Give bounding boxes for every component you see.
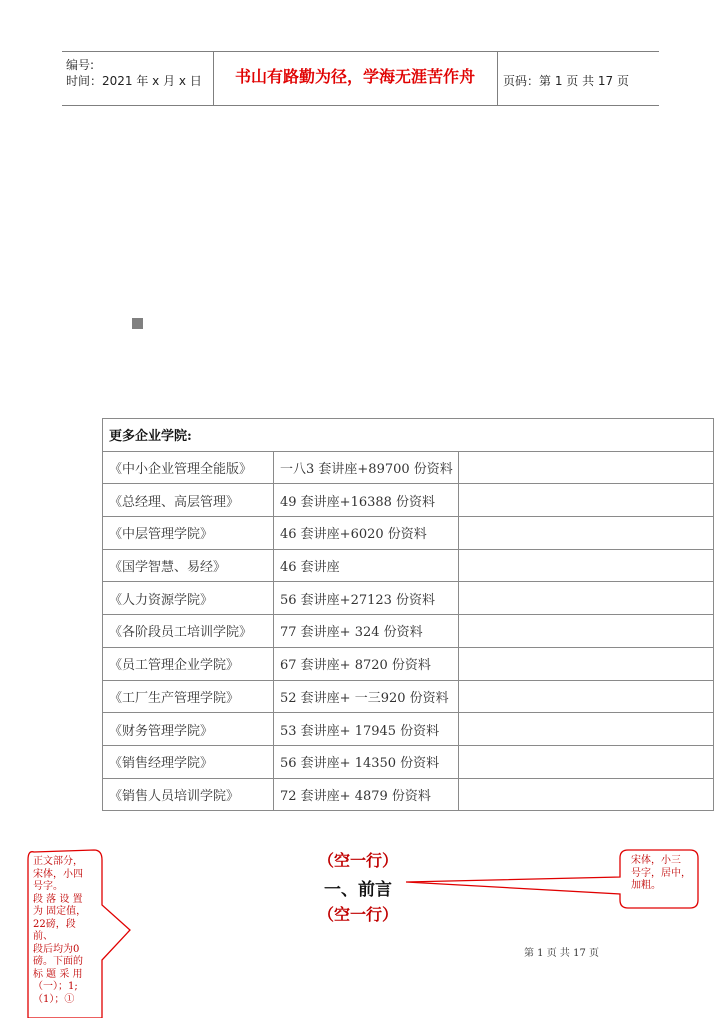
- course-name-cell: 《总经理、高层管理》: [103, 484, 274, 517]
- course-name-cell: 《工厂生产管理学院》: [103, 680, 274, 713]
- table-title: 更多企业学院:: [103, 419, 714, 452]
- header-page-label: 页码：第 1 页 共 17 页: [503, 74, 629, 88]
- header-motto: 书山有路勤为径，学海无涯苦作舟: [234, 67, 475, 86]
- course-name-cell: 《员工管理企业学院》: [103, 647, 274, 680]
- callout-line: 正文部分，: [33, 856, 83, 867]
- left-callout-text: [33, 856, 95, 1006]
- course-name-cell: 《销售经理学院》: [103, 745, 274, 778]
- header-number-label: 编号:: [66, 58, 95, 72]
- course-content-cell: 46 套讲座+6020 份资料: [274, 517, 459, 550]
- callout-line: 磅。下面的: [33, 956, 83, 967]
- callout-line: 22磅，段前、: [33, 918, 76, 942]
- course-name-cell: 《各阶段员工培训学院》: [103, 615, 274, 648]
- course-content-cell: 77 套讲座+ 324 份资料: [274, 615, 459, 648]
- course-content-cell: 56 套讲座+27123 份资料: [274, 582, 459, 615]
- blank-line-marker-bottom: （空一行）: [318, 905, 399, 924]
- callout-line: 段 落 设 置: [33, 893, 83, 905]
- course-content-cell: 49 套讲座+16388 份资料: [274, 484, 459, 517]
- course-name-cell: 《中层管理学院》: [103, 517, 274, 550]
- course-content-cell: 52 套讲座+ 一三920 份资料: [274, 680, 459, 713]
- course-name-cell: 《人力资源学院》: [103, 582, 274, 615]
- course-name-cell: 《中小企业管理全能版》: [103, 451, 274, 484]
- course-name-cell: 《国学智慧、易经》: [103, 549, 274, 582]
- header-time-label: 时间：2021 年 x 月 x 日: [66, 74, 202, 88]
- callout-line: 为 固定值，: [33, 906, 87, 917]
- callout-line: 宋体，小三: [631, 855, 681, 866]
- section-heading: 一、前言: [324, 880, 392, 900]
- right-callout-text: [631, 855, 697, 893]
- callout-line: （一）；1;: [33, 981, 78, 992]
- callout-line: 宋体，小四: [33, 868, 83, 880]
- course-content-cell: 一八3 套讲座+89700 份资料: [274, 451, 459, 484]
- callout-line: （1）；①: [33, 993, 75, 1005]
- page-footer: 第 1 页 共 17 页: [524, 948, 599, 959]
- course-content-cell: 72 套讲座+ 4879 份资料: [274, 778, 459, 811]
- course-name-cell: 《销售人员培训学院》: [103, 778, 274, 811]
- callout-line: 号字。: [33, 881, 63, 892]
- course-content-cell: 46 套讲座: [274, 549, 459, 582]
- course-content-cell: 56 套讲座+ 14350 份资料: [274, 745, 459, 778]
- course-name-cell: 《财务管理学院》: [103, 713, 274, 746]
- callout-line: 段后均为0: [33, 943, 80, 955]
- course-content-cell: 53 套讲座+ 17945 份资料: [274, 713, 459, 746]
- course-content-cell: 67 套讲座+ 8720 份资料: [274, 647, 459, 680]
- callout-line: 加粗。: [631, 880, 661, 891]
- blank-line-marker-top: （空一行）: [318, 851, 399, 870]
- callout-line: 号字，居中，: [631, 867, 691, 879]
- callout-line: 标 题 采 用: [33, 968, 83, 980]
